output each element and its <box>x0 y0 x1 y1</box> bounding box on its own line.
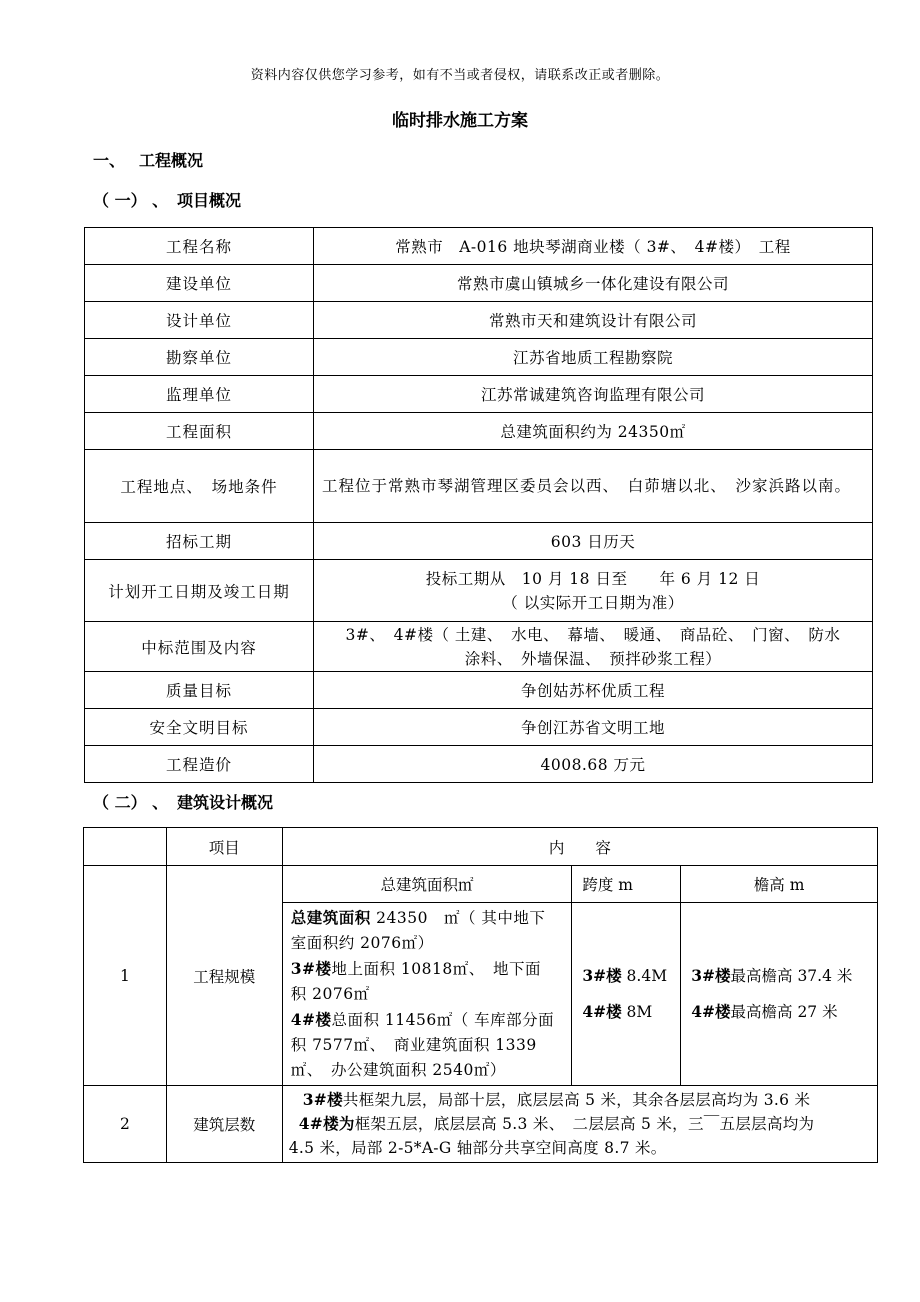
table-row <box>85 746 873 783</box>
label-cell: 工程造价 <box>85 746 314 783</box>
span-detail-cell <box>572 903 681 1086</box>
value-cell: 江苏省地质工程勘察院 <box>314 339 873 376</box>
value-cell: 常熟市虞山镇城乡一体化建设有限公司 <box>314 265 873 302</box>
subheader-area-cell: 总建筑面积㎡ <box>282 866 572 903</box>
value-line: （ 以实际开工日期为准） <box>502 593 684 612</box>
design-overview-table <box>83 827 878 1163</box>
label-cell: 建设单位 <box>85 265 314 302</box>
label-cell: 工程面积 <box>85 413 314 450</box>
text-line: 3#楼共框架九层，局部十层，底层层高 5 米，其余各层层高均为 3.6 米 <box>302 1090 811 1109</box>
table-row <box>85 376 873 413</box>
text-line: 3#楼 8.4M <box>582 966 668 985</box>
table-row <box>85 302 873 339</box>
label-cell: 设计单位 <box>85 302 314 339</box>
text-line: 4#楼为框架五层，底层层高 5.3 米、 二层层高 5 米，三￣五层层高均为 <box>298 1114 815 1133</box>
value-cell <box>314 560 873 622</box>
section-number: 一、 <box>93 151 126 170</box>
table-row <box>85 413 873 450</box>
label-cell: 监理单位 <box>85 376 314 413</box>
value-cell: 争创姑苏杯优质工程 <box>314 672 873 709</box>
subsection-heading-1 <box>93 188 241 211</box>
subsection-number: （ 二） 、 <box>93 793 169 812</box>
table-row <box>85 265 873 302</box>
table-row <box>85 339 873 376</box>
text-line: 4.5 米，局部 2-5*A-G 轴部分共享空间高度 8.7 米。 <box>288 1139 667 1157</box>
header-item-cell: 项目 <box>166 828 282 866</box>
table-subheader-row <box>84 866 878 903</box>
value-cell: 争创江苏省文明工地 <box>314 709 873 746</box>
header-blank-cell <box>84 828 167 866</box>
value-cell: 603 日历天 <box>314 523 873 560</box>
eaves-detail-cell <box>681 903 878 1086</box>
text-line: 4#楼总面积 11456㎡（ 车库部分面 <box>290 1010 555 1029</box>
subheader-span-cell: 跨度 m <box>572 866 681 903</box>
text-line: 4#楼最高檐高 27 米 <box>691 1002 838 1021</box>
text-line: 室面积约 2076㎡） <box>290 934 434 952</box>
label-cell: 中标范围及内容 <box>85 622 314 672</box>
table-row <box>85 622 873 672</box>
value-cell: 总建筑面积约为 24350㎡ <box>314 413 873 450</box>
project-overview-table <box>84 227 873 783</box>
table-row <box>85 228 873 265</box>
label-cell: 质量目标 <box>85 672 314 709</box>
table-row <box>85 560 873 622</box>
value-cell: 江苏常诚建筑咨询监理有限公司 <box>314 376 873 413</box>
table-row <box>84 1086 878 1163</box>
table-row <box>85 523 873 560</box>
document-title: 临时排水施工方案 <box>392 111 528 131</box>
text-line: 积 7577㎡、 商业建筑面积 1339 <box>290 1036 537 1054</box>
label-cell: 计划开工日期及竣工日期 <box>85 560 314 622</box>
value-cell: 常熟市天和建筑设计有限公司 <box>314 302 873 339</box>
text-line: 3#楼最高檐高 37.4 米 <box>691 966 853 985</box>
subsection-title: 项目概况 <box>177 191 242 210</box>
table-header-row <box>84 828 878 866</box>
subsection-number: （ 一） 、 <box>93 191 169 210</box>
value-line: 3#、 4#楼（ 土建、 水电、 幕墙、 暖通、 商品砼、 门窗、 防水 <box>345 625 841 644</box>
text-line: 4#楼 8M <box>582 1002 653 1021</box>
floors-detail-cell <box>282 1086 877 1163</box>
header-content-cell: 内 容 <box>282 828 877 866</box>
text-line: 积 2076㎡ <box>290 985 370 1003</box>
area-detail-cell <box>282 903 572 1086</box>
subsection-heading-2 <box>93 790 273 813</box>
label-cell: 工程名称 <box>85 228 314 265</box>
table-row <box>85 709 873 746</box>
row-number-cell: 2 <box>84 1086 167 1163</box>
value-cell <box>314 622 873 672</box>
text-line: ㎡、 办公建筑面积 2540㎡） <box>290 1061 506 1079</box>
label-cell: 工程地点、 场地条件 <box>85 450 314 523</box>
text-line: 3#楼地上面积 10818㎡、 地下面 <box>290 959 541 978</box>
table-row <box>85 450 873 523</box>
header-notice: 资料内容仅供您学习参考，如有不当或者侵权，请联系改正或者删除。 <box>250 68 670 83</box>
label-cell: 招标工期 <box>85 523 314 560</box>
value-line: 投标工期从 10 月 18 日至 年 6 月 12 日 <box>425 569 761 588</box>
value-cell: 4008.68 万元 <box>314 746 873 783</box>
label-cell: 安全文明目标 <box>85 709 314 746</box>
subsection-title: 建筑设计概况 <box>177 793 274 812</box>
text-line: 总建筑面积 24350 ㎡（ 其中地下 <box>290 908 546 927</box>
section-heading-1 <box>93 148 203 171</box>
row-number-cell: 1 <box>84 866 167 1086</box>
value-line: 涂料、 外墙保温、 预拌砂浆工程） <box>464 649 722 668</box>
value-cell: 工程位于常熟市琴湖管理区委员会以西、 白茆塘以北、 沙家浜路以南。 <box>314 450 873 523</box>
table-row <box>85 672 873 709</box>
value-cell: 常熟市 A-016 地块琴湖商业楼（ 3#、 4#楼） 工程 <box>314 228 873 265</box>
subheader-eaves-cell: 檐高 m <box>681 866 878 903</box>
row-item-cell: 工程规模 <box>166 866 282 1086</box>
row-item-cell: 建筑层数 <box>166 1086 282 1163</box>
label-cell: 勘察单位 <box>85 339 314 376</box>
section-title: 工程概况 <box>139 151 204 170</box>
